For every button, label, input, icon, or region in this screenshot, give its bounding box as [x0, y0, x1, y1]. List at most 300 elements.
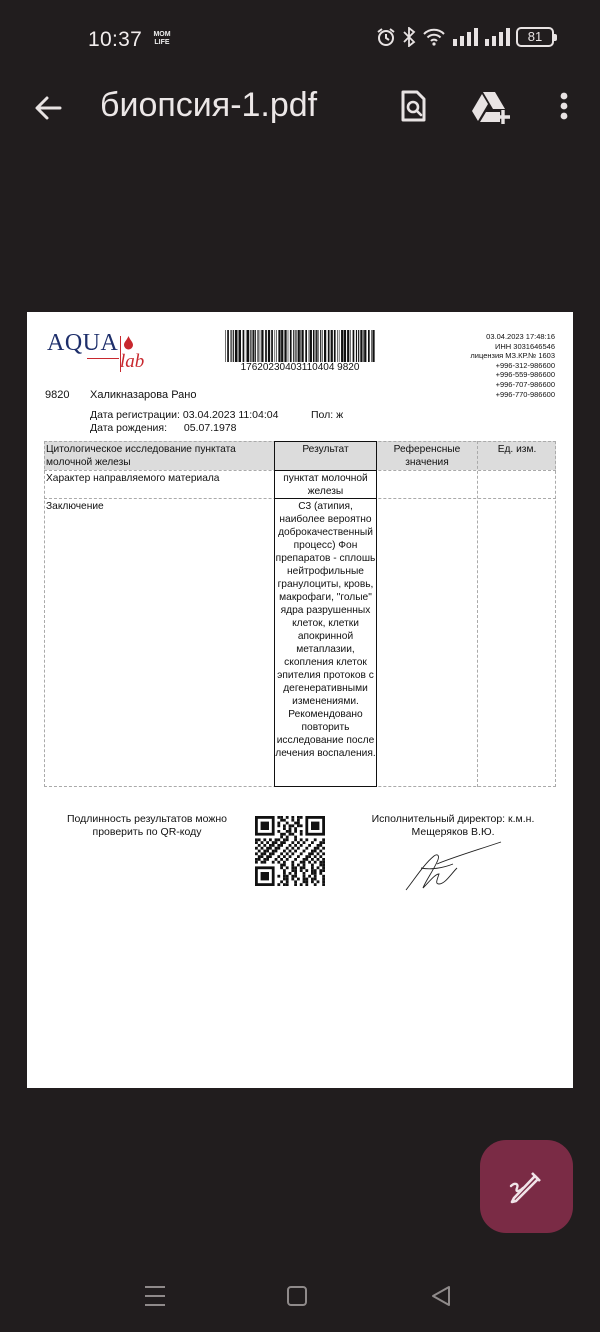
qr-module — [275, 838, 278, 841]
qr-module — [266, 841, 269, 844]
qr-module — [317, 866, 320, 869]
director-title: Исполнительный директор: к.м.н. — [371, 813, 535, 825]
qr-module — [261, 872, 269, 880]
qr-module — [258, 844, 261, 847]
qr-module — [314, 883, 317, 886]
qr-module — [291, 866, 294, 869]
qr-module — [322, 883, 325, 886]
qr-module — [266, 855, 269, 858]
pdf-page[interactable] — [27, 312, 573, 1088]
row-name-conclusion: Заключение — [46, 501, 104, 512]
qr-module — [275, 850, 278, 853]
qr-module — [319, 872, 322, 875]
qr-module — [322, 852, 325, 855]
qr-module — [269, 852, 272, 855]
lab-meta — [470, 332, 555, 399]
qr-module — [255, 847, 258, 850]
patient-id: 9820 — [45, 389, 70, 401]
wifi-icon — [422, 27, 446, 47]
qr-module — [317, 858, 320, 861]
barcode-bar — [371, 330, 372, 362]
barcode-bar — [250, 330, 251, 362]
qr-module — [266, 850, 269, 853]
qr-module — [280, 858, 283, 861]
qr-module — [297, 847, 300, 850]
barcode-bar — [360, 330, 362, 362]
barcode-bar — [284, 330, 286, 362]
barcode-bar — [344, 330, 346, 362]
qr-module — [280, 836, 283, 839]
edit-fab-button[interactable] — [480, 1140, 573, 1233]
qr-module — [283, 833, 286, 836]
barcode-bar — [227, 330, 229, 362]
recent-apps-icon[interactable] — [144, 1284, 166, 1308]
qr-module — [283, 841, 286, 844]
qr-module — [277, 847, 280, 850]
qr-module — [294, 836, 297, 839]
qr-module — [300, 824, 303, 827]
qr-module — [322, 866, 325, 869]
qr-module — [297, 878, 300, 881]
barcode-bar — [298, 330, 300, 362]
qr-module — [283, 855, 286, 858]
qr-module — [269, 844, 272, 847]
qr-module — [294, 866, 297, 869]
qr-module — [272, 852, 275, 855]
app-bar — [0, 80, 600, 136]
qr-module — [258, 858, 261, 861]
qr-module — [314, 847, 317, 850]
blood-drop-icon — [123, 336, 134, 350]
qr-module — [322, 864, 325, 867]
qr-module — [291, 847, 294, 850]
barcode-bar — [261, 330, 263, 362]
meta-line: лицензия МЗ.КР.№ 1603 — [470, 351, 555, 361]
qr-module — [297, 841, 300, 844]
home-icon[interactable] — [287, 1286, 307, 1306]
qr-module — [272, 850, 275, 853]
qr-module — [289, 824, 292, 827]
qr-module — [272, 841, 275, 844]
qr-module — [283, 819, 286, 822]
qr-module — [322, 838, 325, 841]
barcode-bar — [233, 330, 234, 362]
birth-date: 05.07.1978 — [183, 422, 237, 434]
barcode-number: 17620230403110404 9820 — [240, 362, 360, 373]
qr-module — [255, 861, 258, 864]
barcode-bar — [243, 330, 245, 362]
meta-line: +996-312-986600 — [495, 360, 555, 370]
qr-module — [300, 883, 303, 886]
qr-module — [300, 838, 303, 841]
qr-module — [322, 847, 325, 850]
barcode-bar — [255, 330, 256, 362]
meta-line: +996-707-986600 — [495, 379, 555, 389]
qr-module — [291, 861, 294, 864]
barcode-bar — [364, 330, 366, 362]
qr-module — [277, 830, 280, 833]
qr-module — [305, 883, 308, 886]
qr-module — [297, 819, 300, 822]
barcode-bar — [235, 330, 237, 362]
qr-module — [286, 858, 289, 861]
qr-module — [314, 850, 317, 853]
qr-code-image[interactable] — [255, 816, 325, 886]
qr-module — [303, 875, 306, 878]
barcode-bar — [310, 330, 312, 362]
qr-module — [280, 841, 283, 844]
barcode-bar — [324, 330, 326, 362]
qr-module — [305, 858, 308, 861]
drive-add-icon[interactable] — [470, 86, 514, 126]
qr-module — [319, 864, 322, 867]
qr-module — [305, 838, 308, 841]
barcode-bar — [328, 330, 330, 362]
barcode-bar — [320, 330, 321, 362]
qr-module — [303, 864, 306, 867]
signature-image — [403, 838, 503, 892]
qr-module — [305, 847, 308, 850]
barcode-image — [225, 330, 375, 362]
qr-module — [294, 850, 297, 853]
qr-module — [297, 822, 300, 825]
qr-module — [311, 880, 314, 883]
qr-module — [283, 824, 286, 827]
qr-module — [289, 844, 292, 847]
qr-module — [275, 847, 278, 850]
qr-module — [303, 850, 306, 853]
qr-module — [255, 841, 258, 844]
qr-module — [283, 864, 286, 867]
row-name-material: Характер направляемого материала — [46, 473, 220, 484]
qr-module — [294, 844, 297, 847]
meta-line: 03.04.2023 17:48:16 — [486, 332, 555, 341]
birth-date-line — [90, 422, 236, 434]
qr-module — [317, 847, 320, 850]
qr-module — [303, 880, 306, 883]
qr-module — [294, 858, 297, 861]
qr-module — [297, 864, 300, 867]
qr-module — [317, 880, 320, 883]
barcode-bar — [301, 330, 303, 362]
document-title: биопсия-1.pdf — [100, 86, 318, 124]
verify-qr-text: Подлинность результатов можно проверить по QR-коду — [66, 813, 228, 838]
qr-module — [322, 875, 325, 878]
patient-sex: Пол: ж — [311, 409, 344, 421]
qr-module — [305, 878, 308, 881]
qr-module — [314, 872, 317, 875]
qr-module — [317, 852, 320, 855]
qr-module — [311, 841, 314, 844]
status-time: 10:37 — [88, 28, 143, 51]
alarm-icon — [376, 27, 396, 47]
barcode-bar — [316, 330, 317, 362]
qr-module — [261, 852, 264, 855]
search-document-icon[interactable] — [393, 86, 433, 126]
registration-date: Дата регистрации: 03.04.2023 11:04:04 — [90, 409, 279, 421]
qr-module — [277, 855, 280, 858]
qr-module — [283, 827, 286, 830]
qr-module — [283, 850, 286, 853]
qr-module — [311, 858, 314, 861]
qr-module — [322, 858, 325, 861]
qr-module — [289, 833, 292, 836]
barcode-bar — [290, 330, 292, 362]
qr-module — [314, 855, 317, 858]
meta-line: +996-559-986600 — [495, 370, 555, 380]
barcode-bar — [322, 330, 323, 362]
qr-module — [308, 844, 311, 847]
qr-module — [294, 883, 297, 886]
qr-module — [286, 875, 289, 878]
barcode-bar — [257, 330, 258, 362]
table-header-units: Ед. изм. — [497, 444, 537, 455]
qr-module — [277, 844, 280, 847]
qr-module — [308, 861, 311, 864]
qr-module — [303, 872, 306, 875]
qr-module — [269, 855, 272, 858]
qr-module — [291, 864, 294, 867]
qr-module — [305, 880, 308, 883]
qr-module — [319, 869, 322, 872]
qr-module — [317, 844, 320, 847]
qr-module — [300, 816, 303, 819]
qr-module — [258, 855, 261, 858]
qr-module — [303, 861, 306, 864]
qr-module — [303, 841, 306, 844]
qr-module — [291, 869, 294, 872]
qr-module — [261, 822, 269, 830]
qr-module — [297, 855, 300, 858]
qr-module — [280, 833, 283, 836]
qr-module — [297, 824, 300, 827]
qr-module — [300, 861, 303, 864]
qr-module — [322, 878, 325, 881]
qr-module — [311, 872, 314, 875]
more-vertical-icon[interactable] — [552, 86, 576, 126]
qr-module — [266, 847, 269, 850]
barcode-bar — [271, 330, 273, 362]
qr-module — [277, 883, 280, 886]
qr-module — [263, 844, 266, 847]
barcode-bar — [239, 330, 241, 362]
qr-module — [286, 880, 289, 883]
barcode-bar — [372, 330, 374, 362]
table-header-result: Результат — [302, 444, 349, 455]
barcode-bar — [281, 330, 283, 362]
barcode-bar — [300, 330, 301, 362]
qr-module — [286, 866, 289, 869]
qr-module — [294, 872, 297, 875]
qr-module — [275, 841, 278, 844]
battery-indicator: 81 — [516, 27, 554, 47]
qr-module — [294, 822, 297, 825]
barcode-bar — [247, 330, 249, 362]
barcode-bar — [368, 330, 370, 362]
qr-module — [263, 858, 266, 861]
qr-module — [261, 841, 264, 844]
qr-module — [322, 861, 325, 864]
qr-module — [272, 861, 275, 864]
barcode-bar — [288, 330, 289, 362]
results-table — [44, 441, 556, 787]
qr-module — [311, 866, 314, 869]
barcode-bar — [275, 330, 276, 362]
qr-module — [258, 838, 261, 841]
signal-icon-2 — [484, 27, 510, 47]
qr-module — [286, 836, 289, 839]
qr-module — [308, 852, 311, 855]
qr-module — [286, 838, 289, 841]
barcode-bar — [265, 330, 267, 362]
qr-module — [308, 875, 311, 878]
qr-module — [294, 838, 297, 841]
qr-module — [300, 833, 303, 836]
barcode-bar — [315, 330, 316, 362]
qr-module — [300, 852, 303, 855]
qr-module — [269, 838, 272, 841]
qr-module — [294, 875, 297, 878]
qr-module — [311, 852, 314, 855]
qr-module — [322, 841, 325, 844]
qr-module — [319, 841, 322, 844]
status-icons — [376, 27, 554, 47]
qr-module — [314, 838, 317, 841]
status-bar — [0, 0, 600, 80]
bluetooth-icon — [402, 27, 416, 47]
back-icon[interactable] — [430, 1285, 452, 1307]
qr-module — [289, 827, 292, 830]
qr-module — [300, 830, 303, 833]
qr-module — [300, 866, 303, 869]
qr-module — [294, 830, 297, 833]
barcode-bar — [358, 330, 359, 362]
edit-pen-icon — [508, 1168, 545, 1205]
qr-module — [286, 883, 289, 886]
barcode-bar — [225, 330, 226, 362]
logo-text-aqua: AQUA — [47, 330, 119, 356]
qr-module — [255, 838, 258, 841]
mom-life-notification-icon: MOM LIFE — [153, 31, 171, 46]
qr-module — [291, 819, 294, 822]
qr-module — [291, 833, 294, 836]
qr-module — [275, 858, 278, 861]
qr-module — [294, 880, 297, 883]
qr-module — [280, 852, 283, 855]
barcode-bar — [238, 330, 239, 362]
qr-module — [319, 855, 322, 858]
barcode-bar — [268, 330, 270, 362]
qr-module — [286, 822, 289, 825]
qr-module — [280, 844, 283, 847]
qr-module — [300, 869, 303, 872]
qr-module — [294, 869, 297, 872]
qr-module — [291, 875, 294, 878]
qr-module — [291, 841, 294, 844]
qr-module — [294, 827, 297, 830]
table-header-reference: Референсные значения — [393, 444, 461, 468]
qr-module — [280, 866, 283, 869]
barcode-bar — [313, 330, 314, 362]
barcode-bar — [363, 330, 364, 362]
qr-module — [319, 861, 322, 864]
qr-module — [319, 850, 322, 853]
barcode-bar — [341, 330, 343, 362]
qr-module — [286, 852, 289, 855]
qr-module — [283, 838, 286, 841]
qr-module — [283, 861, 286, 864]
qr-module — [283, 875, 286, 878]
qr-module — [311, 869, 314, 872]
qr-module — [300, 844, 303, 847]
qr-module — [277, 861, 280, 864]
qr-module — [283, 869, 286, 872]
barcode-bar — [353, 330, 355, 362]
barcode-bar — [246, 330, 247, 362]
qr-module — [258, 850, 261, 853]
barcode-bar — [231, 330, 232, 362]
table-header-test: Цитологическое исследование пунктата молочной железы — [46, 444, 236, 468]
qr-module — [314, 869, 317, 872]
arrow-left-icon[interactable] — [28, 88, 68, 128]
barcode-bar — [309, 330, 310, 362]
qr-module — [303, 866, 306, 869]
aqua-lab-logo — [47, 330, 157, 376]
qr-module — [280, 819, 283, 822]
qr-module — [277, 838, 280, 841]
barcode-bar — [317, 330, 318, 362]
barcode-bar — [278, 330, 280, 362]
barcode-bar — [253, 330, 254, 362]
qr-module — [261, 861, 264, 864]
qr-module — [277, 816, 280, 819]
barcode-bar — [339, 330, 340, 362]
qr-module — [277, 824, 280, 827]
qr-module — [263, 838, 266, 841]
qr-module — [311, 822, 319, 830]
meta-line: ИНН 3031646546 — [494, 341, 555, 351]
qr-module — [263, 850, 266, 853]
qr-module — [283, 883, 286, 886]
qr-module — [291, 852, 294, 855]
qr-module — [308, 855, 311, 858]
qr-module — [286, 830, 289, 833]
barcode-bar — [260, 330, 261, 362]
patient-name: Халикназарова Рано — [90, 389, 197, 401]
qr-module — [286, 847, 289, 850]
signal-icon-1 — [452, 27, 478, 47]
qr-module — [277, 875, 280, 878]
qr-module — [303, 878, 306, 881]
qr-module — [255, 852, 258, 855]
qr-module — [291, 878, 294, 881]
qr-module — [266, 858, 269, 861]
qr-module — [272, 844, 275, 847]
barcode-bar — [347, 330, 349, 362]
director-name: Мещеряков В.Ю. — [411, 826, 495, 838]
row-result-conclusion: C3 (атипия, наиболее вероятно доброкачественный процесс) Фон препаратов - сплошь нейтрофильные гранулоциты, кровь, макрофаги, "голые" ядра разрушенных клеток, клетки апокринной метаплазии, скопления клеток эпителия протоков с дегенеративными изменениями. Рекомендовано повторить исследование после лечения воспаления. — [275, 501, 376, 759]
qr-module — [319, 844, 322, 847]
qr-module — [286, 878, 289, 881]
barcode-bar — [252, 330, 253, 362]
qr-module — [263, 861, 266, 864]
qr-module — [280, 880, 283, 883]
qr-module — [291, 816, 294, 819]
qr-module — [255, 858, 258, 861]
barcode-bar — [276, 330, 277, 362]
qr-module — [277, 822, 280, 825]
qr-module — [311, 878, 314, 881]
